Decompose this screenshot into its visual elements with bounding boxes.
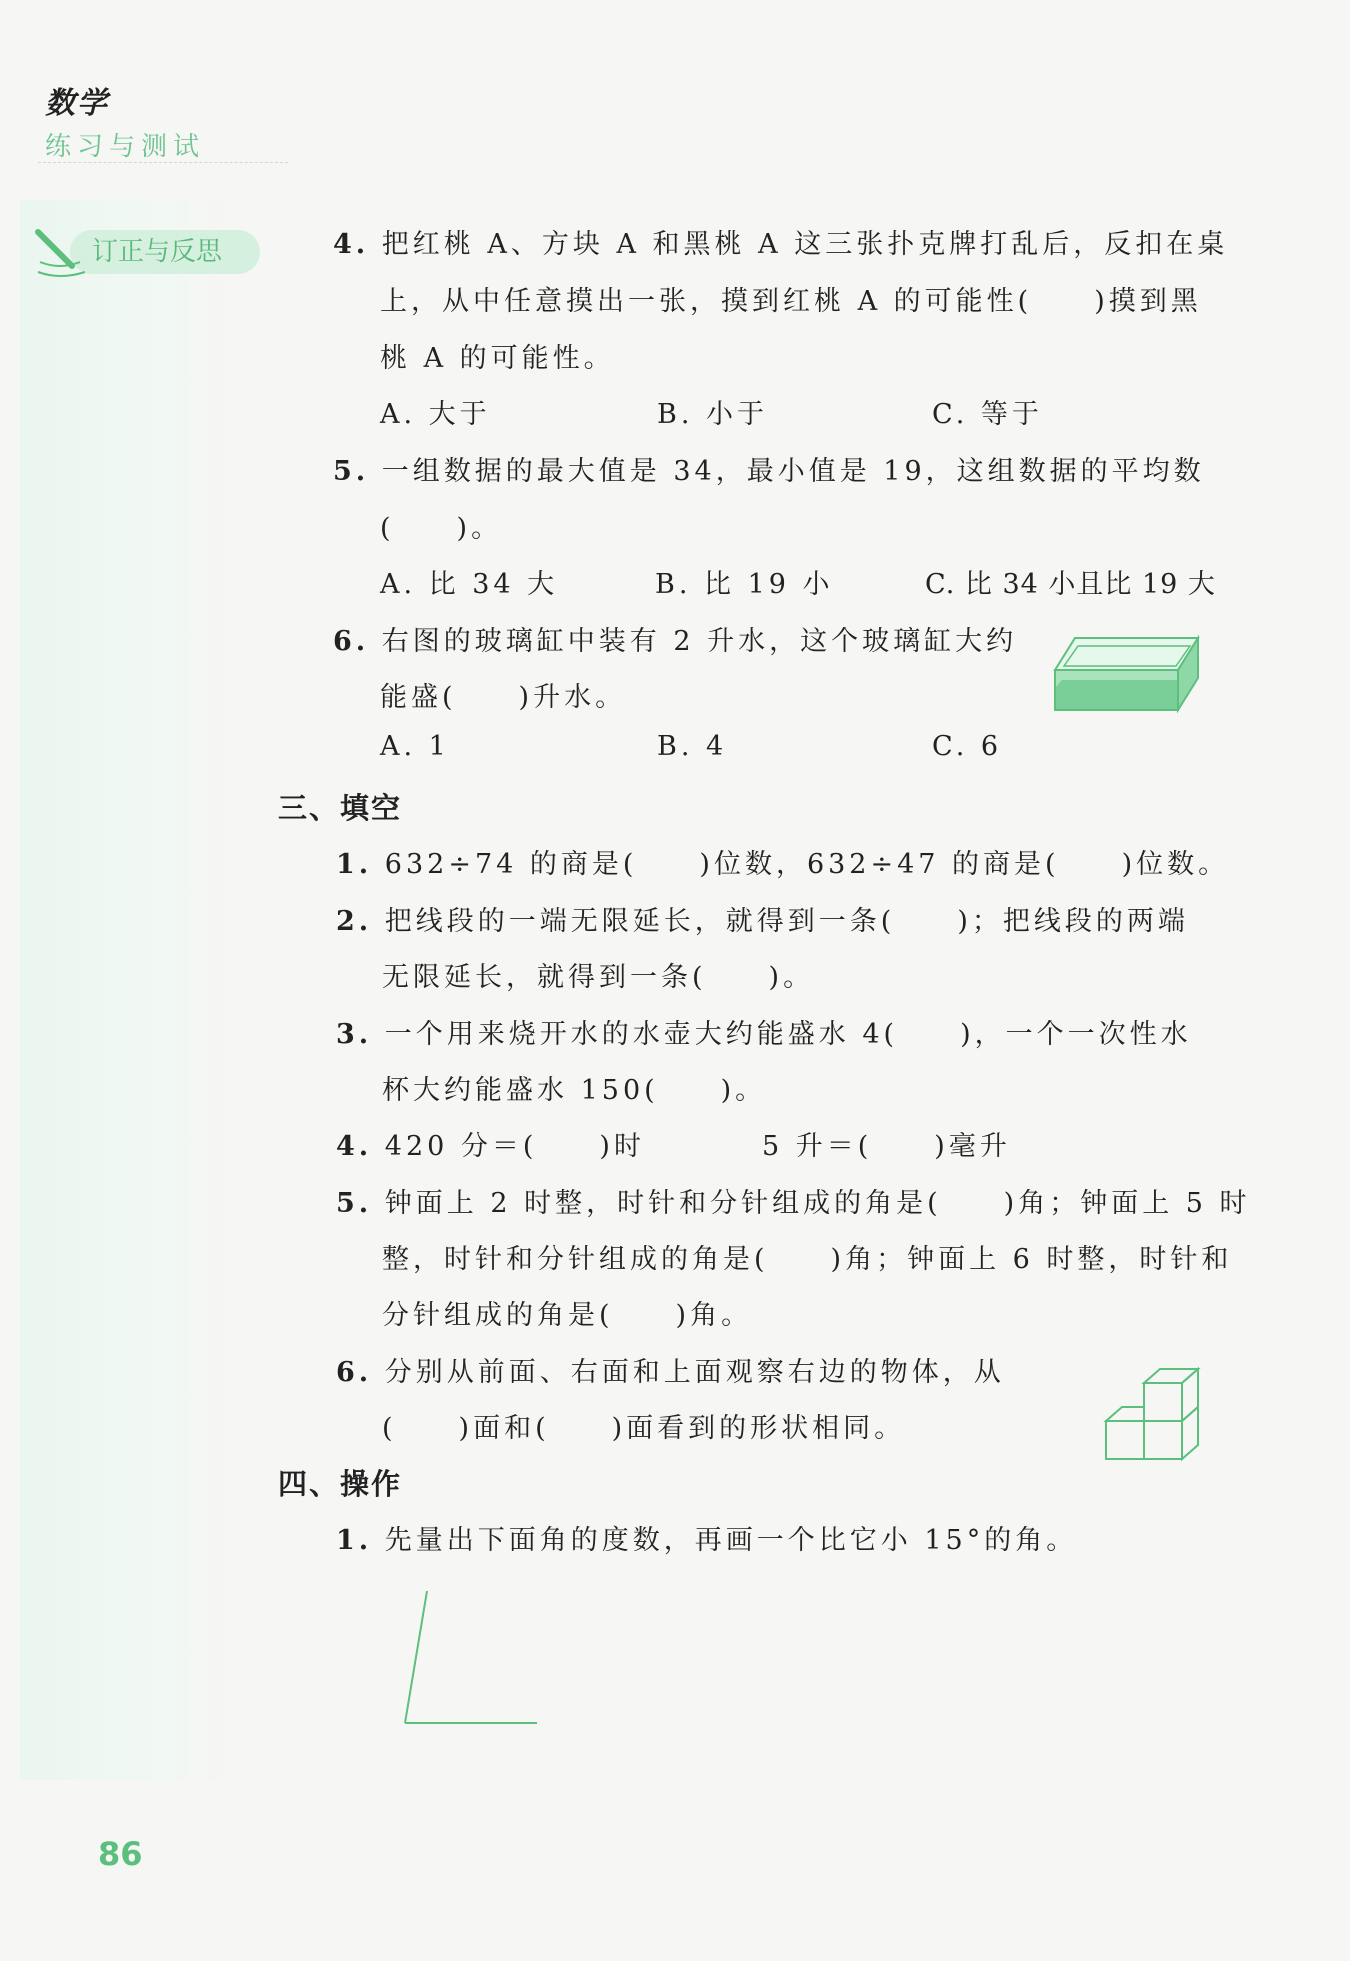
question-line (336, 1124, 645, 1163)
pencil-icon (30, 222, 90, 292)
question-line (333, 449, 1205, 488)
question-number: 5. (333, 456, 370, 487)
question-line: 分针组成的角是( )角。 (382, 1300, 753, 1331)
question-line: 上，从中任意摸出一张，摸到红桃 A 的可能性( )摸到黑 (380, 286, 1202, 317)
question-number: 1. (336, 1525, 373, 1556)
question-number: 2. (336, 906, 373, 937)
question-text: 先量出下面角的度数，再画一个比它小 15°的角。 (384, 1525, 1078, 1556)
question-number: 4. (333, 229, 370, 260)
option-c: C. 6 (932, 731, 1003, 762)
question-text: 分别从前面、右面和上面观察右边的物体，从 (384, 1357, 1005, 1388)
option-a: A. 1 (380, 731, 450, 762)
question-text: 把线段的一端无限延长，就得到一条( )；把线段的两端 (384, 906, 1189, 937)
option-c: C. 比 34 小且比 19 大 (925, 569, 1216, 600)
question-line (336, 1518, 1077, 1557)
subject-title: 数学 (45, 86, 109, 121)
question-line: 杯大约能盛水 150( )。 (382, 1075, 767, 1106)
question-line (333, 619, 1017, 658)
question-line (336, 1350, 1005, 1389)
question-line: 5 升＝( )毫升 (762, 1131, 1011, 1162)
question-text: 右图的玻璃缸中装有 2 升水，这个玻璃缸大约 (381, 626, 1018, 657)
question-line (336, 899, 1189, 938)
question-line: 整，时针和分针组成的角是( )角；钟面上 6 时整，时针和 (382, 1244, 1233, 1275)
question-line: ( )。 (380, 513, 503, 544)
option-a: A. 比 34 大 (380, 569, 559, 600)
book-title: 练习与测试 (45, 132, 206, 162)
question-line (336, 1012, 1192, 1051)
question-text: 把红桃 A、方块 A 和黑桃 A 这三张扑克牌打乱后，反扣在桌 (381, 229, 1229, 260)
section-title: 四、操作 (278, 1467, 403, 1501)
page-number: 86 (98, 1835, 143, 1873)
question-number: 1. (336, 849, 373, 880)
correction-tag (30, 222, 235, 292)
question-number: 4. (336, 1131, 373, 1162)
question-text: 632÷74 的商是( )位数，632÷47 的商是( )位数。 (384, 849, 1230, 880)
section-title: 三、填空 (278, 791, 403, 825)
option-c: C. 等于 (932, 399, 1043, 430)
option-b: B. 4 (657, 731, 728, 762)
option-a: A. 大于 (380, 399, 491, 430)
glass-tank-figure (1050, 628, 1205, 714)
question-number: 3. (336, 1019, 373, 1050)
option-b: B. 比 19 小 (655, 569, 834, 600)
question-line (336, 842, 1229, 881)
question-text: 420 分＝( )时 (384, 1131, 645, 1162)
question-line (333, 222, 1228, 261)
question-text: 钟面上 2 时整，时针和分针组成的角是( )角；钟面上 5 时 (384, 1188, 1251, 1219)
book-header (45, 78, 205, 163)
header-divider (38, 162, 288, 163)
question-line: 能盛( )升水。 (380, 682, 627, 713)
question-text: 一组数据的最大值是 34，最小值是 19，这组数据的平均数 (381, 456, 1205, 487)
question-text: 一个用来烧开水的水壶大约能盛水 4( )，一个一次性水 (384, 1019, 1192, 1050)
correction-tag-label: 订正与反思 (70, 230, 260, 274)
question-line (336, 1181, 1251, 1220)
option-b: B. 小于 (657, 399, 769, 430)
cube-stack-figure (1100, 1365, 1205, 1477)
question-number: 6. (333, 626, 370, 657)
question-number: 5. (336, 1188, 373, 1219)
correction-sidebar (20, 200, 232, 1780)
question-line: ( )面和( )面看到的形状相同。 (382, 1413, 906, 1444)
question-line: 桃 A 的可能性。 (380, 343, 615, 374)
angle-figure (395, 1585, 545, 1730)
question-line: 无限延长，就得到一条( )。 (382, 962, 815, 993)
question-number: 6. (336, 1357, 373, 1388)
